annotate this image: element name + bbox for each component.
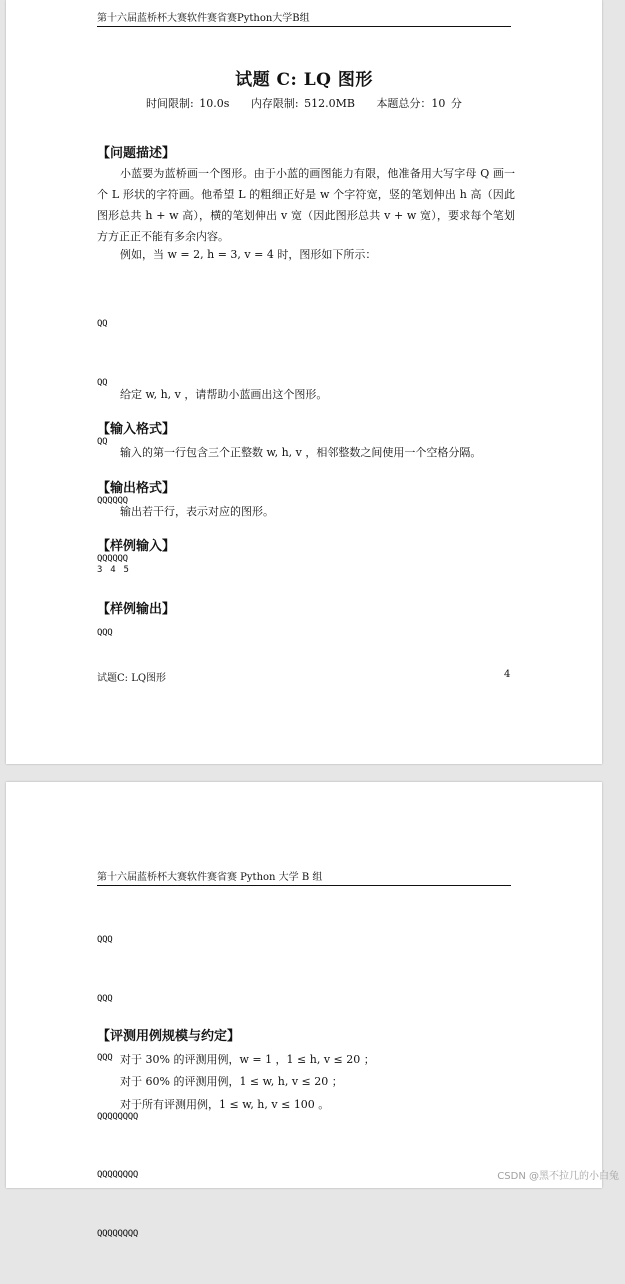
problem-title: 试题 C: LQ 图形 (235, 70, 373, 90)
figure-line: QQ (97, 377, 108, 388)
task-text: 给定 w, h, v ，请帮助小蓝画出这个图形。 (120, 388, 328, 401)
output-format-text: 输出若干行，表示对应的图形。 (120, 505, 274, 518)
figure-line: QQ (97, 319, 108, 330)
example-intro: 例如，当 w = 2, h = 3, v = 4 时，图形如下所示： (120, 248, 377, 261)
footer-title: 试题C: LQ图形 (97, 673, 167, 684)
memory-limit: 内存限制: 512.0MB (250, 97, 355, 110)
output-format-heading: 【输出格式】 (97, 481, 176, 496)
running-header: 第十六届蓝桥杯大赛软件赛省赛Python大学B组 (97, 9, 511, 27)
output-line: QQQQQQQQ (97, 1111, 138, 1122)
input-format-text: 输入的第一行包含三个正整数 w, h, v ，相邻整数之间使用一个空格分隔。 (120, 446, 482, 459)
document-page-1 (6, 0, 602, 764)
constraint-item: 对于所有评测用例，1 ≤ w, h, v ≤ 100 。 (120, 1098, 330, 1111)
sample-input-heading: 【样例输入】 (97, 539, 176, 554)
output-line: QQQ (97, 1052, 113, 1063)
page-number: 4 (504, 669, 511, 680)
problem-description-heading: 【问题描述】 (97, 146, 176, 161)
watermark: CSDN @黑不拉几的小白兔 (497, 1171, 619, 1182)
sample-output-heading: 【样例输出】 (97, 602, 176, 617)
example-figure (97, 276, 128, 609)
total-score: 本题总分：10 分 (376, 97, 462, 110)
time-limit: 时间限制: 10.0s (146, 97, 230, 110)
figure-line: QQQQQQ (97, 554, 128, 565)
problem-meta (6, 95, 602, 111)
constraint-item: 对于 30% 的评测用例，w = 1 ，1 ≤ h, v ≤ 20 ； (120, 1053, 375, 1066)
sample-output-line: QQQ (97, 628, 113, 638)
output-line: QQQQQQQQ (97, 1229, 138, 1240)
output-line: QQQ (97, 993, 113, 1004)
constraints-heading: 【评测用例规模与约定】 (97, 1029, 241, 1044)
input-format-heading: 【输入格式】 (97, 422, 176, 437)
document-page-2 (6, 782, 602, 1240)
sample-input: 3 4 5 (97, 565, 129, 575)
output-line: QQQQQQQQ (97, 1170, 138, 1181)
output-line: QQQ (97, 935, 113, 946)
constraint-item: 对于 60% 的评测用例，1 ≤ w, h, v ≤ 20 ； (120, 1075, 343, 1088)
running-header: 第十六届蓝桥杯大赛软件赛省赛 Python 大学 B 组 (97, 868, 511, 886)
figure-line: QQQQQQ (97, 495, 128, 506)
figure-line: QQ (97, 436, 108, 447)
problem-description-text: 小蓝要为蓝桥画一个图形。由于小蓝的画图能力有限，他准备用大写字母 Q 画一个 L 形状的字符画。他希望 L 的粗细正好是 w 个字符宽，竖的笔划伸出 h 高（因此图形总共 h + w 高），横的笔划伸出 v 宽（因此图形总共 v + w 宽），要求每个笔划方方正正不能有多余内容。 (97, 167, 515, 243)
